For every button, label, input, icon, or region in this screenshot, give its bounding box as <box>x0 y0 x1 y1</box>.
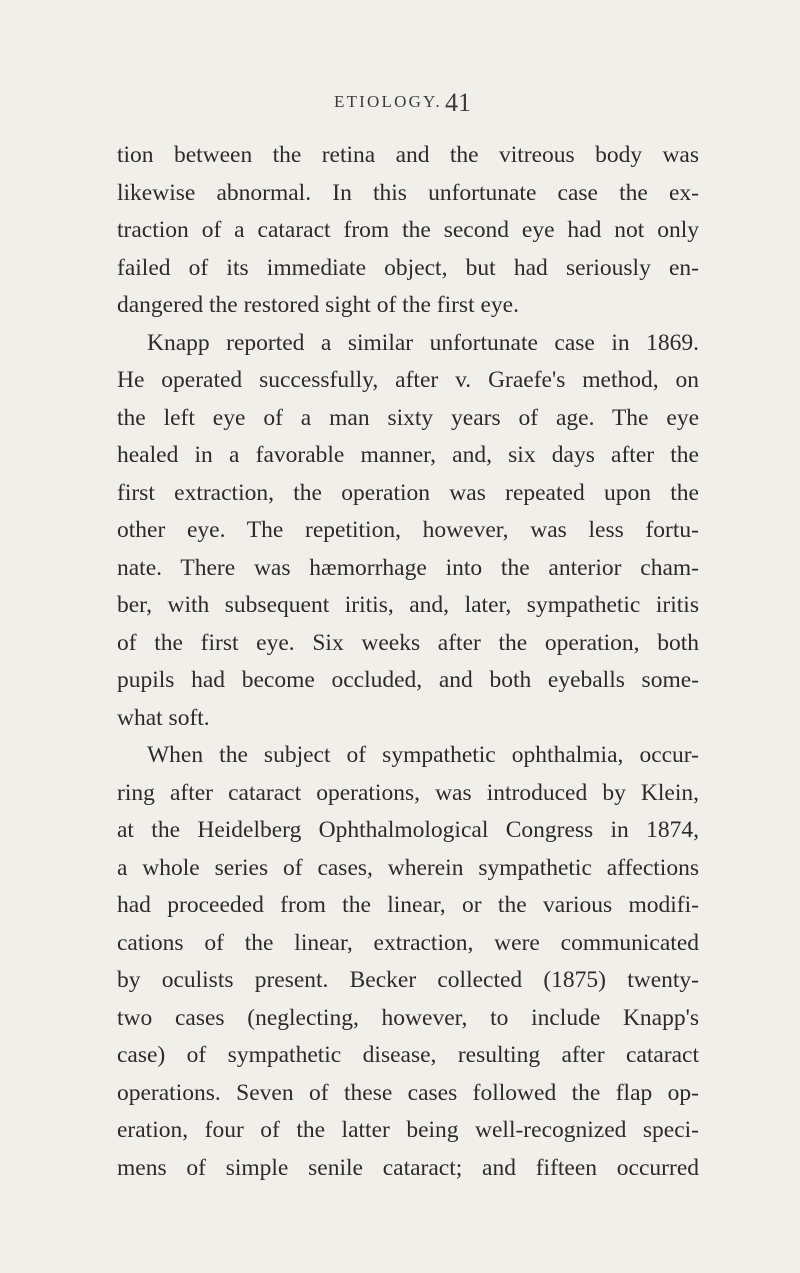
paragraph <box>117 737 699 1187</box>
body-text <box>117 137 699 1187</box>
paragraph <box>117 325 699 738</box>
text-line: of the first eye. Six weeks after the operation, both <box>117 629 699 656</box>
text-line: by oculists present. Becker collected (1875) twenty- <box>117 967 699 993</box>
text-line: healed in a favorable manner, and, six days after the <box>117 442 699 468</box>
text-line: ring after cataract operations, was introduced by Klein, <box>117 779 699 806</box>
text-line: the left eye of a man sixty years of age. The eye <box>117 404 699 431</box>
text-line: at the Heidelberg Ophthalmological Congress in 1874, <box>117 817 699 843</box>
text-line: traction of a cataract from the second eye had not only <box>117 217 699 243</box>
text-line: case) of sympathetic disease, resulting after cataract <box>117 1042 699 1068</box>
text-line: other eye. The repetition, however, was less fortu- <box>117 517 699 543</box>
text-line: nate. There was hæmorrhage into the anterior cham- <box>117 554 699 581</box>
text-line: operations. Seven of these cases followed the flap op- <box>117 1079 699 1106</box>
text-line: first extraction, the operation was repeated upon the <box>117 479 699 506</box>
text-line: He operated successfully, after v. Graefe's method, on <box>117 367 699 393</box>
text-line: ber, with subsequent iritis, and, later, sympathetic iritis <box>117 592 699 618</box>
text-line: had proceeded from the linear, or the various modifi- <box>117 892 699 918</box>
running-head: ETIOLOGY. <box>334 92 442 111</box>
text-line: mens of simple senile cataract; and fifteen occurred <box>117 1154 699 1181</box>
text-line: what soft. <box>117 704 210 731</box>
text-line: eration, four of the latter being well-recognized speci- <box>117 1117 699 1143</box>
text-line: two cases (neglecting, however, to include Knapp's <box>117 1004 699 1031</box>
text-line: failed of its immediate object, but had seriously en- <box>117 254 699 281</box>
page-header <box>0 88 800 122</box>
text-line: a whole series of cases, wherein sympathetic affections <box>117 854 699 881</box>
page-number: 41 <box>445 88 471 117</box>
text-line: When the subject of sympathetic ophthalmia, occur- <box>147 742 699 768</box>
text-line: pupils had become occluded, and both eyeballs some- <box>117 667 699 693</box>
text-line: tion between the retina and the vitreous body was <box>117 142 699 168</box>
paragraph <box>117 137 699 325</box>
text-line: dangered the restored sight of the first eye. <box>117 292 519 318</box>
text-line: likewise abnormal. In this unfortunate case the ex- <box>117 179 699 206</box>
text-line: cations of the linear, extraction, were communicated <box>117 929 699 956</box>
text-line: Knapp reported a similar unfortunate case in 1869. <box>147 329 699 356</box>
